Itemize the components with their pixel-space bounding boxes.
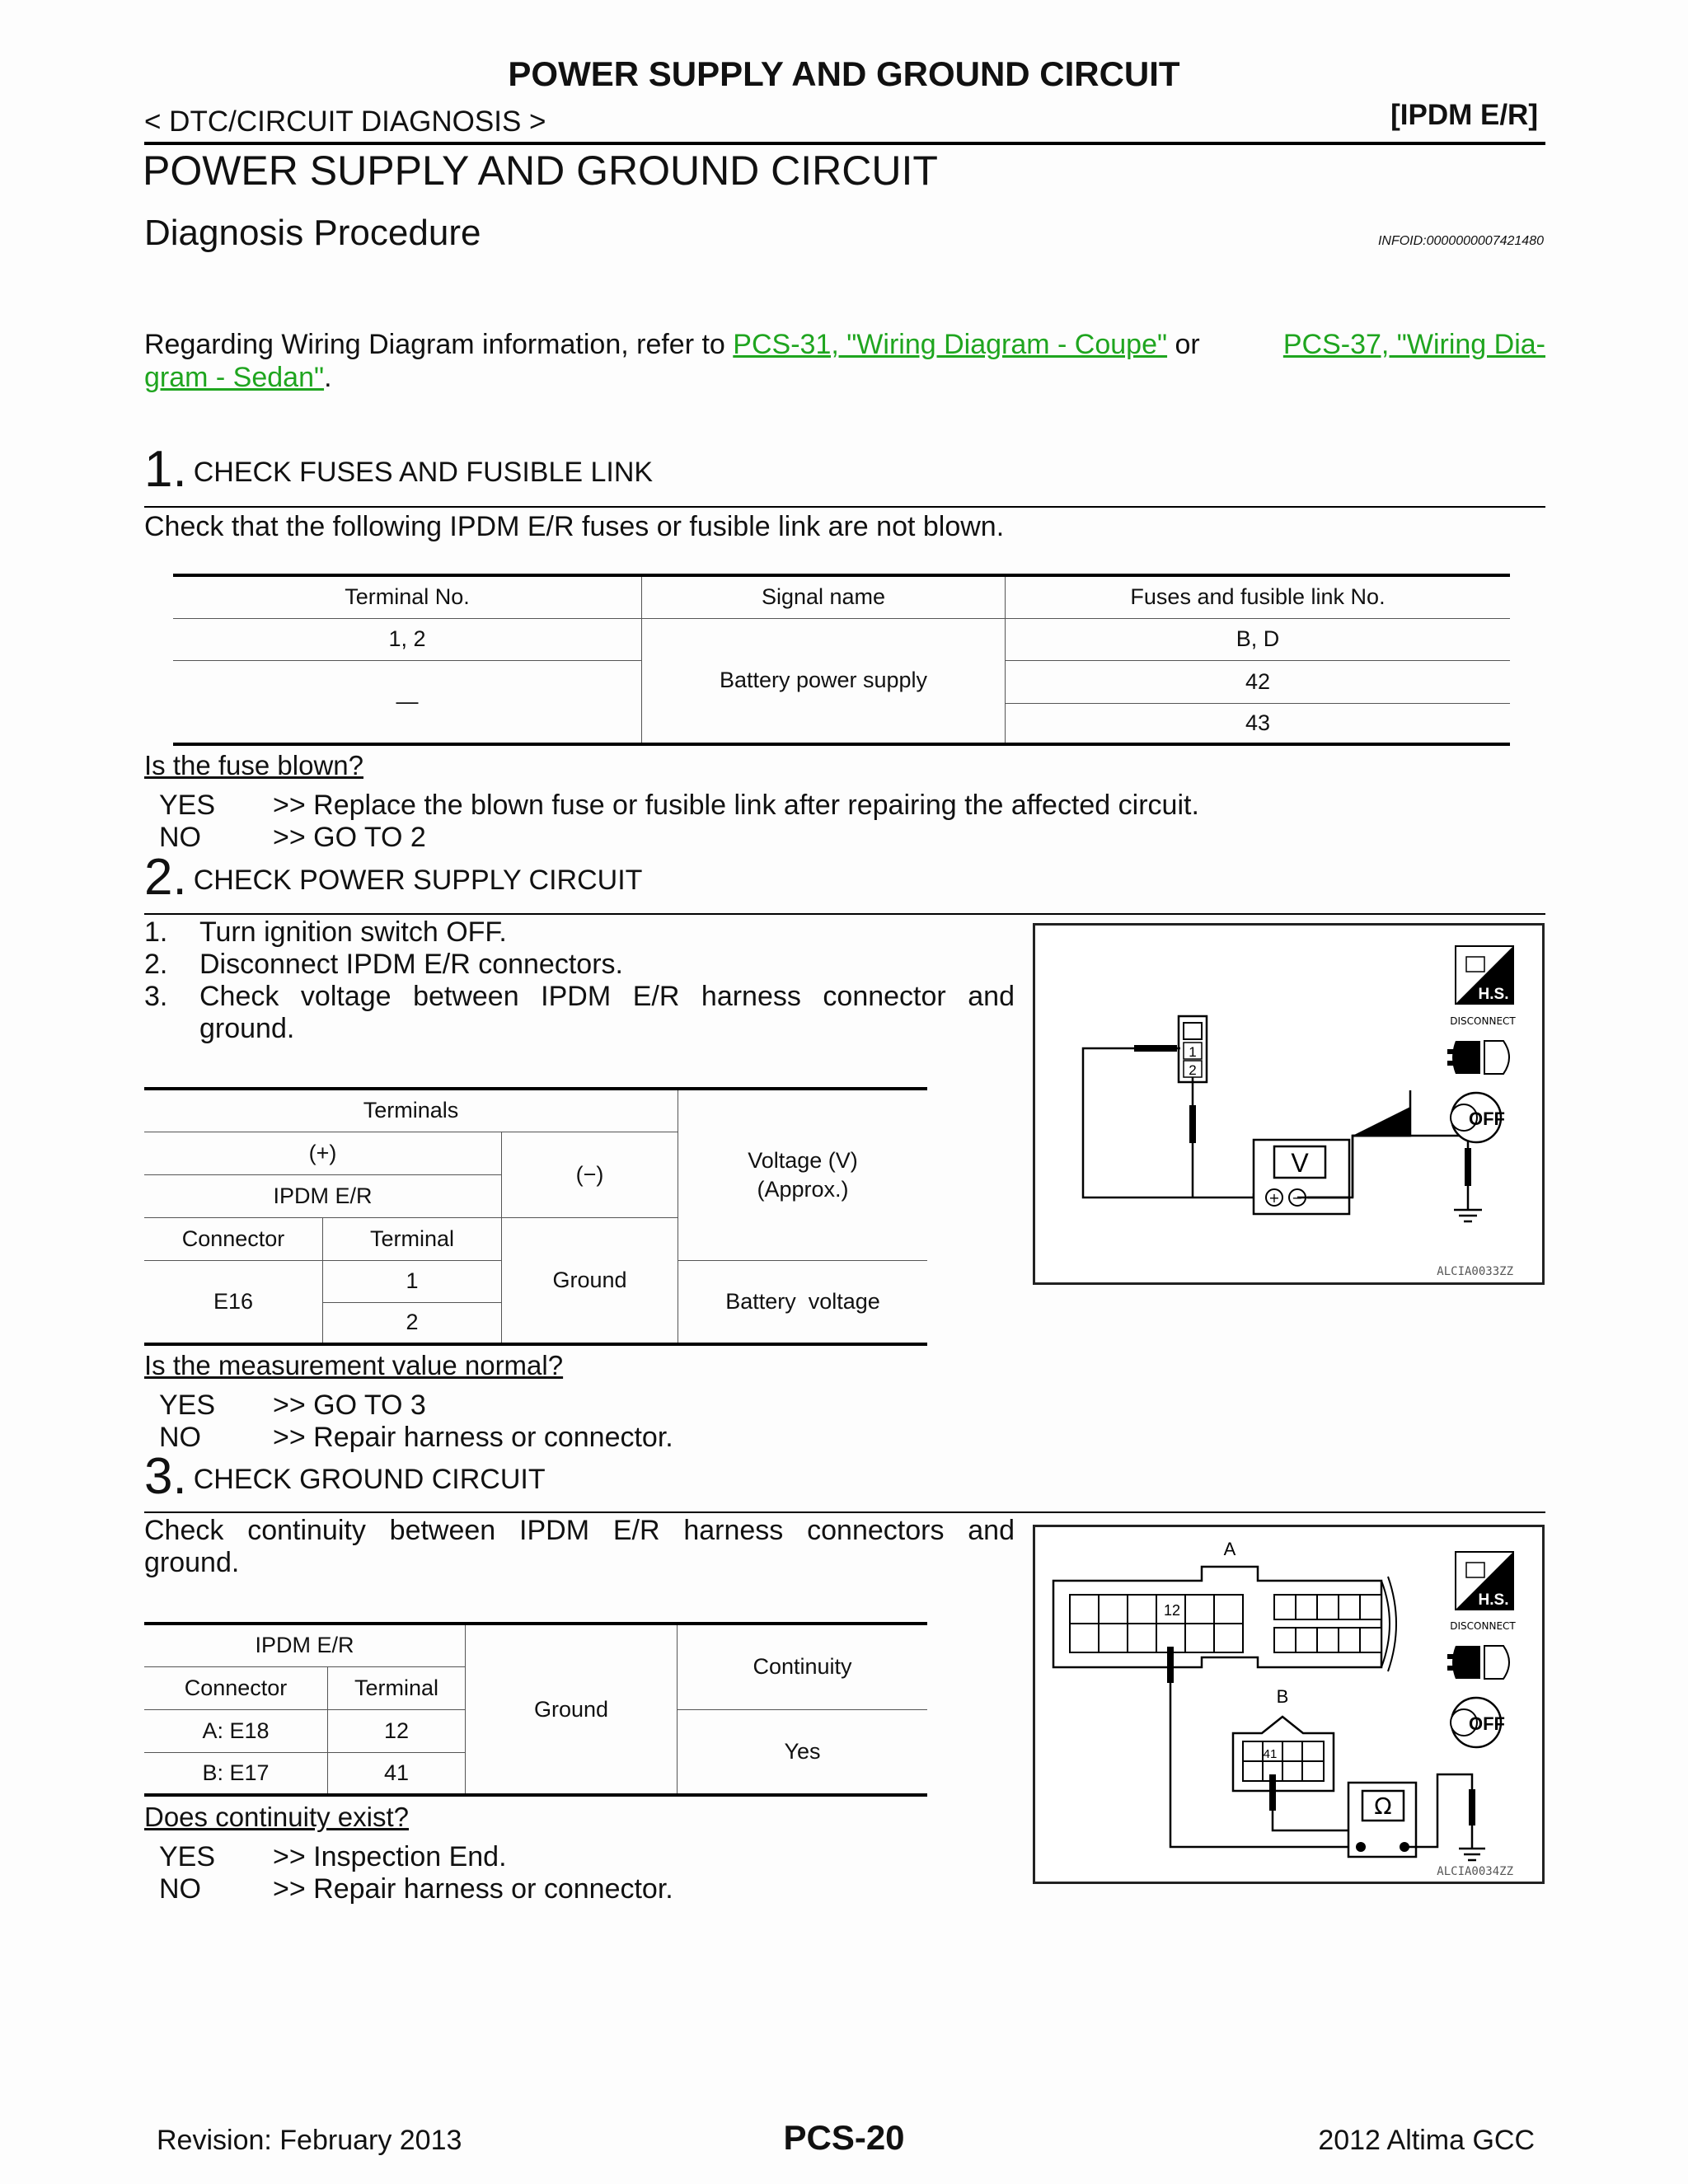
fuse-terminal-dash-cell: — (173, 660, 642, 744)
step2-number: 2. (144, 849, 187, 906)
wire-positive (1083, 1048, 1254, 1197)
step1-heading (144, 440, 653, 499)
breadcrumb: < DTC/CIRCUIT DIAGNOSIS > (144, 105, 546, 138)
off-label: OFF (1469, 1108, 1505, 1129)
step3-rule (144, 1511, 1545, 1513)
hs-icon (1456, 946, 1513, 1004)
footer-page-number: PCS-20 (783, 2118, 905, 2157)
no-label: NO (159, 822, 201, 853)
step3-instruction-line1: Check continuity between IPDM E/R harness connectors and (144, 1515, 1015, 1546)
voltage-header (678, 1089, 928, 1260)
no-text: >> Repair harness or connector. (273, 1873, 673, 1905)
step2-heading (144, 848, 642, 907)
fuse-cell: B, D (1006, 618, 1511, 660)
connector-cell: E16 (144, 1260, 323, 1344)
disconnect-label: DISCONNECT (1450, 1015, 1516, 1027)
meter-symbol: Ω (1374, 1793, 1392, 1820)
step3-answers (159, 1841, 673, 1905)
pin-label: 1 (1189, 1044, 1197, 1060)
ipdm-header: IPDM E/R (144, 1174, 502, 1217)
intro-period: . (324, 362, 332, 393)
step3-number: 3. (144, 1448, 187, 1505)
voltage-check-diagram (1035, 926, 1542, 1282)
step2-item (144, 949, 1015, 981)
pin-label: 2 (1189, 1062, 1197, 1078)
wiring-sedan-link-part2[interactable]: gram - Sedan" (144, 362, 325, 393)
step2-question: Is the measurement value normal? (144, 1350, 564, 1380)
probe-ground (1465, 1148, 1471, 1186)
ground-cell: Ground (502, 1217, 678, 1344)
fuse-cell: 42 (1006, 660, 1511, 703)
continuity-value-cell: Yes (678, 1709, 928, 1795)
disconnect-label: DISCONNECT (1450, 1620, 1516, 1632)
step1-rule (144, 506, 1545, 508)
step3-no-row (159, 1873, 673, 1905)
continuity-check-diagram (1035, 1527, 1542, 1882)
yes-label: YES (159, 1390, 216, 1421)
disconnect-icon (1447, 1646, 1509, 1679)
hs-label: H.S. (1478, 1591, 1509, 1609)
voltage-table (144, 1087, 927, 1346)
connector-a (1053, 1567, 1396, 1671)
connector-header: Connector (144, 1666, 328, 1709)
ignition-off-icon (1451, 1698, 1505, 1747)
item-text: Disconnect IPDM E/R connectors. (199, 949, 623, 980)
voltage-check-figure (1033, 923, 1545, 1285)
fuse-signal-cell: Battery power supply (642, 618, 1006, 744)
step2-rule (144, 913, 1545, 915)
voltage-header-line2: (Approx.) (757, 1176, 849, 1202)
terminal-cell: 1 (323, 1260, 502, 1302)
yes-label: YES (159, 1841, 216, 1872)
footer-revision: Revision: February 2013 (157, 2125, 462, 2156)
intro-or: or (1167, 329, 1200, 360)
terminal-cell: 2 (323, 1302, 502, 1344)
connector-b-label: B (1276, 1686, 1289, 1707)
footer-model: 2012 Altima GCC (1318, 2125, 1535, 2156)
step2-title: CHECK POWER SUPPLY CIRCUIT (193, 865, 643, 896)
item-text: Turn ignition switch OFF. (199, 916, 507, 948)
intro-paragraph (144, 328, 1545, 394)
fuse-cell: 43 (1006, 703, 1511, 744)
terminals-header: Terminals (144, 1089, 678, 1132)
header-rule (144, 142, 1545, 145)
step3-instruction (144, 1515, 1015, 1579)
item-number: 2. (144, 949, 168, 980)
step1-number: 1. (144, 441, 187, 498)
yes-text: >> Inspection End. (273, 1841, 507, 1872)
probe-ground (1469, 1789, 1475, 1825)
ipdm-header: IPDM E/R (144, 1624, 466, 1666)
yes-text: >> Replace the blown fuse or fusible link after repairing the affected circuit. (273, 790, 1199, 821)
step1-instruction: Check that the following IPDM E/R fuses or fusible link are not blown. (144, 511, 1005, 542)
step3-question: Does continuity exist? (144, 1802, 409, 1832)
subsection-title: Diagnosis Procedure (144, 213, 481, 253)
wiring-coupe-link[interactable]: PCS-31, "Wiring Diagram - Coupe" (733, 329, 1168, 360)
pin-b-label: 41 (1263, 1747, 1278, 1761)
step1-title: CHECK FUSES AND FUSIBLE LINK (193, 457, 654, 488)
terminal-cell: 12 (328, 1709, 466, 1752)
wiring-sedan-link[interactable] (1283, 328, 1545, 361)
item-text: Check voltage between IPDM E/R harness connector and ground. (199, 981, 1015, 1044)
minus-header: (−) (502, 1132, 678, 1217)
ground-symbol (1459, 1849, 1485, 1860)
svg-text:−: − (1292, 1190, 1303, 1206)
disconnect-icon (1447, 1041, 1509, 1074)
terminal-cell: 41 (328, 1752, 466, 1795)
infoid: INFOID:0000000007421480 (1377, 234, 1544, 248)
item-number: 3. (144, 981, 168, 1012)
section-title: POWER SUPPLY AND GROUND CIRCUIT (143, 148, 938, 194)
header-title: POWER SUPPLY AND GROUND CIRCUIT (508, 54, 1180, 93)
svg-text:+: + (1268, 1190, 1280, 1206)
connector-cell: A: E18 (144, 1709, 328, 1752)
step1-answers (159, 790, 1199, 854)
connector-a-label: A (1223, 1539, 1236, 1559)
step2-item (144, 916, 1015, 949)
voltage-header-line1: Voltage (V) (748, 1147, 858, 1173)
step3-yes-row (159, 1841, 673, 1873)
hs-label: H.S. (1478, 986, 1509, 1003)
hs-icon (1456, 1552, 1513, 1610)
terminal-header: Terminal (328, 1666, 466, 1709)
yes-label: YES (159, 790, 216, 821)
pin-a-label: 12 (1163, 1602, 1181, 1619)
voltage-value-cell: Battery voltage (678, 1260, 928, 1344)
off-label: OFF (1469, 1713, 1505, 1734)
step3-instruction-line2: ground. (144, 1547, 240, 1578)
no-label: NO (159, 1873, 201, 1905)
fuse-table-header-fuses: Fuses and fusible link No. (1006, 575, 1511, 618)
continuity-check-figure (1033, 1525, 1545, 1884)
connector-cell: B: E17 (144, 1752, 328, 1795)
wire-negative (1410, 1136, 1468, 1148)
probe-b (1269, 1774, 1276, 1811)
fuse-table (173, 574, 1510, 746)
no-text: >> Repair harness or connector. (273, 1422, 673, 1453)
intro-text: Regarding Wiring Diagram information, refer to (144, 329, 734, 360)
continuity-table (144, 1622, 927, 1797)
figure-code: ALCIA0033ZZ (1437, 1265, 1513, 1278)
wiring-sedan-link-part1[interactable]: PCS-37, "Wiring Dia- (1282, 329, 1545, 360)
probe-pin2 (1189, 1105, 1196, 1143)
step2-yes-row (159, 1390, 673, 1422)
step1-question: Is the fuse blown? (144, 750, 363, 780)
fuse-table-header-signal: Signal name (642, 575, 1006, 618)
meter-symbol: V (1291, 1148, 1309, 1178)
step2-item (144, 981, 1015, 1045)
figure-code: ALCIA0034ZZ (1437, 1865, 1513, 1878)
ground-cell: Ground (466, 1624, 678, 1795)
connector-header: Connector (144, 1217, 323, 1260)
probe-positive (1134, 1045, 1177, 1052)
connector-latch (1184, 1023, 1202, 1039)
fuse-terminal-cell: 1, 2 (173, 618, 642, 660)
step1-yes-row (159, 790, 1199, 822)
ground-symbol (1454, 1210, 1482, 1221)
no-label: NO (159, 1422, 201, 1453)
step3-title: CHECK GROUND CIRCUIT (193, 1464, 546, 1495)
module-label: [IPDM E/R] (1390, 99, 1538, 131)
connector-b (1233, 1717, 1334, 1791)
step2-answers (159, 1390, 673, 1454)
item-number: 1. (144, 916, 168, 948)
step3-heading (144, 1447, 546, 1506)
step2-list (144, 916, 1015, 1045)
continuity-header: Continuity (678, 1624, 928, 1709)
no-text: >> GO TO 2 (273, 822, 426, 853)
fuse-table-header-terminal: Terminal No. (173, 575, 642, 618)
probe-a (1167, 1647, 1174, 1683)
terminal-header: Terminal (323, 1217, 502, 1260)
ignition-off-icon (1451, 1093, 1505, 1142)
plus-header: (+) (144, 1132, 502, 1174)
yes-text: >> GO TO 3 (273, 1390, 426, 1421)
